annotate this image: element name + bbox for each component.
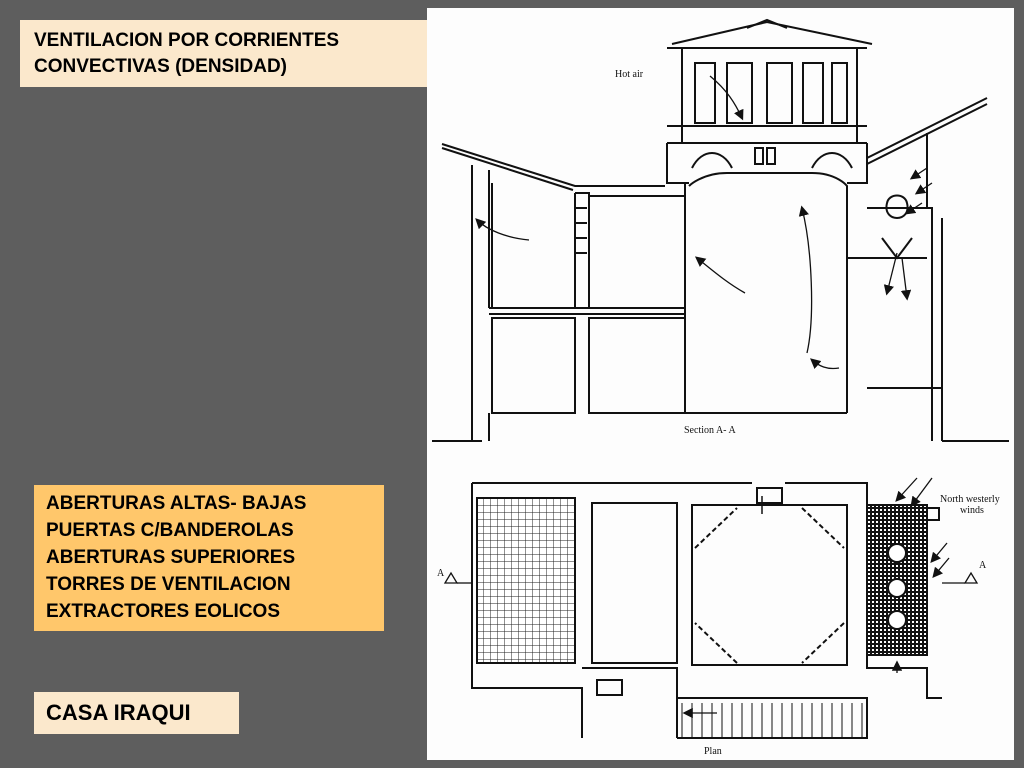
features-list bbox=[34, 485, 384, 631]
section-mark-right: A bbox=[979, 560, 987, 571]
feature-item: TORRES DE VENTILACION bbox=[46, 574, 291, 595]
caption-box bbox=[34, 692, 239, 734]
title-line-2: CONVECTIVAS (DENSIDAD) bbox=[34, 56, 287, 77]
section-mark-left: A bbox=[437, 568, 445, 579]
feature-item: PUERTAS C/BANDEROLAS bbox=[46, 520, 294, 541]
title-line-1: VENTILACION POR CORRIENTES bbox=[34, 30, 340, 51]
feature-item: EXTRACTORES EOLICOS bbox=[46, 601, 281, 622]
plan-label: Plan bbox=[704, 746, 722, 757]
hot-air-label: Hot air bbox=[615, 69, 644, 80]
winds-label-line-1: North westerly bbox=[940, 494, 1000, 505]
section-label: Section A- A bbox=[684, 425, 736, 436]
section-marker-left bbox=[445, 573, 472, 583]
airflow-arrows-section bbox=[477, 76, 932, 369]
caption: CASA IRAQUI bbox=[46, 700, 191, 725]
section-drawing bbox=[432, 20, 1009, 441]
feature-item: ABERTURAS ALTAS- BAJAS bbox=[46, 493, 307, 514]
plan-drawing bbox=[472, 483, 942, 738]
feature-item: ABERTURAS SUPERIORES bbox=[46, 547, 296, 568]
winds-label-line-2: winds bbox=[960, 505, 984, 516]
architectural-drawing bbox=[427, 8, 1014, 760]
section-marker-right bbox=[942, 573, 977, 583]
title-box bbox=[20, 20, 473, 87]
